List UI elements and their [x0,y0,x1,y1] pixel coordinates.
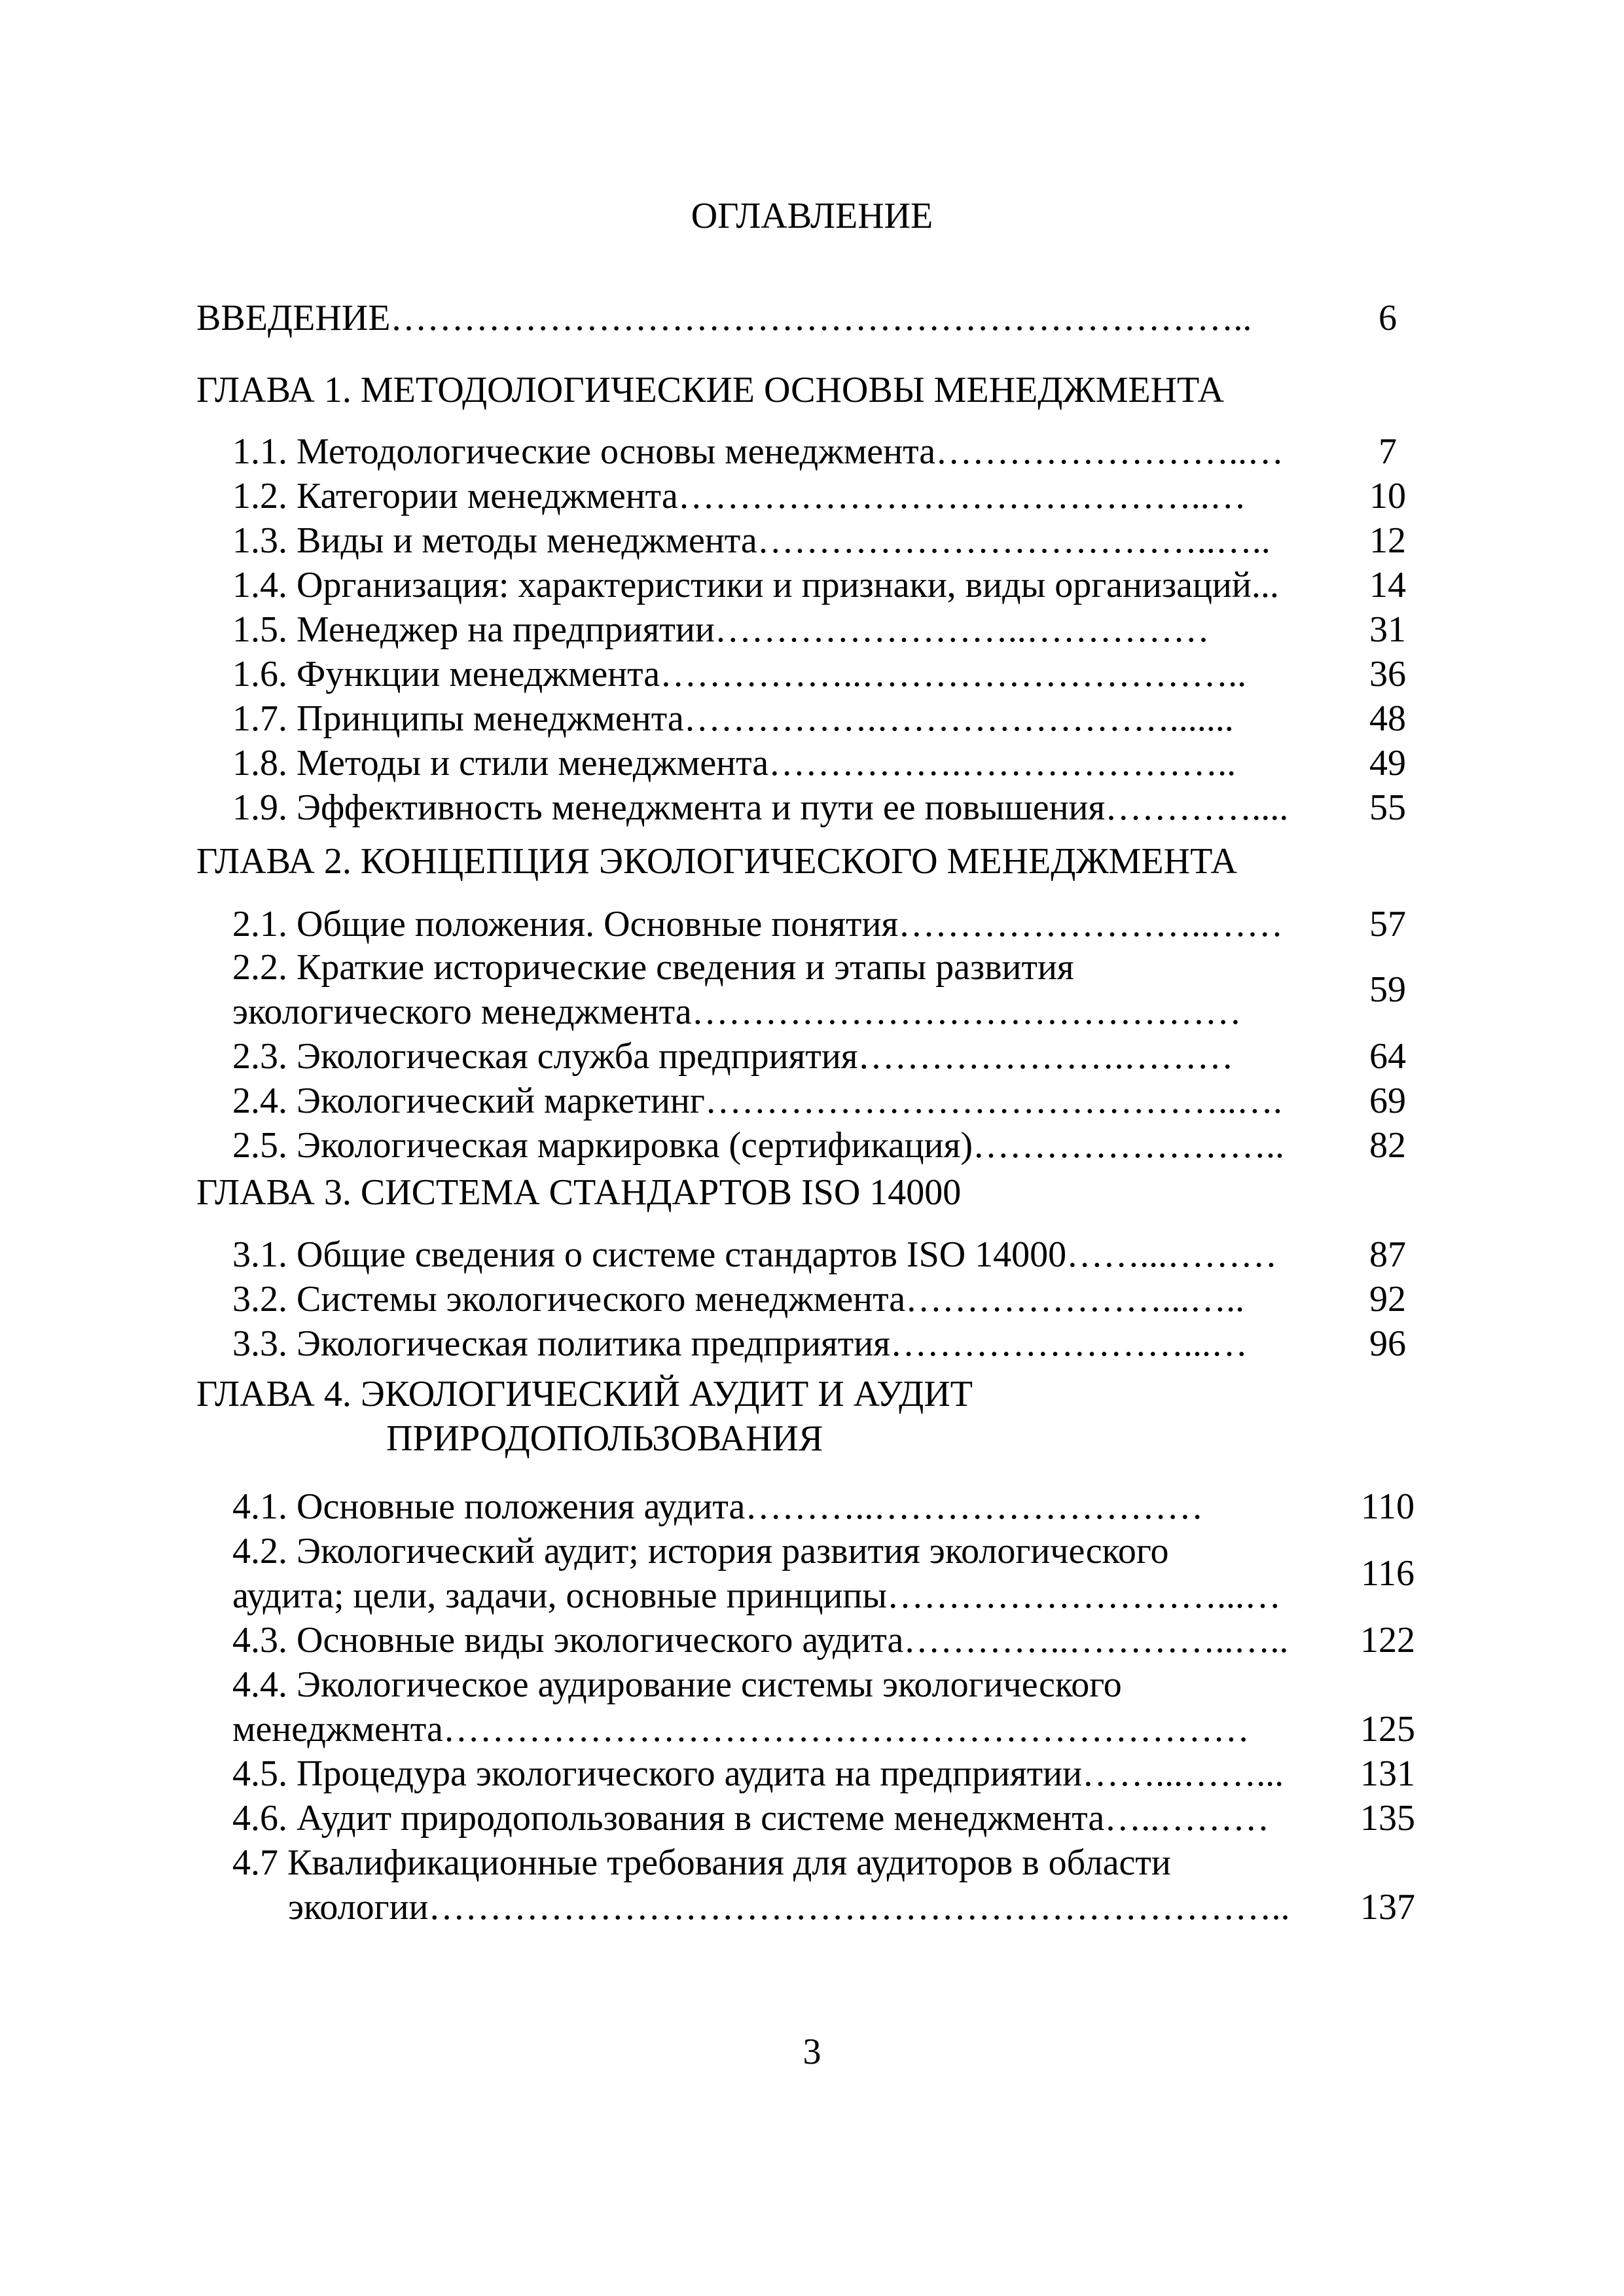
toc-entry-page: 14 [1369,565,1406,605]
toc-entry-text: 4.1. Основные положения аудита………..……………………… [232,1486,1204,1527]
toc-entry[interactable] [196,741,1434,785]
toc-entry-text: 2.5. Экологическая маркировка (сертификация)…………………….. [232,1125,1285,1166]
toc-entry[interactable] [196,1034,1434,1079]
toc-entry-text: ВВЕДЕНИЕ…………………………………………………………….. [196,298,1252,338]
toc-entry-page: 6 [1379,298,1397,338]
toc-entry-text-line1: 2.2. Краткие исторические сведения и этапы развития [232,947,1074,988]
page-number: 3 [803,2032,821,2072]
toc-entry-page: 57 [1369,904,1406,944]
toc-entry-page: 10 [1369,476,1406,516]
chapter-3-heading[interactable]: ГЛАВА 3. СИСТЕМА СТАНДАРТОВ ISO 14000 [196,1172,962,1213]
toc-entry[interactable] [196,1751,1434,1796]
toc-entry-page: 64 [1369,1036,1406,1077]
toc-entry-text-line2: менеджмента………………………………………………………… [232,1709,1250,1749]
toc-entry-text: 1.4. Организация: характеристики и признаки, виды организаций... [232,565,1279,605]
toc-entry-text: 4.5. Процедура экологического аудита на предприятии……...……... [232,1753,1284,1794]
toc-entry[interactable] [196,1232,1434,1277]
toc-entry-page: 12 [1369,520,1406,561]
toc-entry[interactable] [196,1484,1434,1529]
toc-entry-text: 3.2. Системы экологического менеджмента…………………...….. [232,1279,1245,1319]
toc-entry-page: 31 [1369,609,1406,650]
toc-entry-page: 92 [1369,1279,1406,1319]
toc-entry[interactable] [196,1618,1434,1662]
toc-entry-text: 2.1. Общие положения. Основные понятия……………………..…… [232,904,1284,944]
toc-entry-multiline[interactable] [232,945,1434,1034]
toc-entry-page: 110 [1361,1486,1415,1527]
toc-entry-text: 1.3. Виды и методы менеджмента………………………………..….. [232,520,1271,561]
chapter-4-heading[interactable]: ГЛАВА 4. ЭКОЛОГИЧЕСКИЙ АУДИТ И АУДИТ [196,1374,973,1414]
toc-entry-page: 125 [1360,1709,1415,1749]
chapter-2-heading[interactable]: ГЛАВА 2. КОНЦЕПЦИЯ ЭКОЛОГИЧЕСКОГО МЕНЕДЖМЕНТА [196,841,1237,882]
toc-entry-page: 49 [1369,743,1406,783]
toc-entry-text: 1.1. Методологические основы менеджмента……………………..… [232,431,1284,472]
toc-entry-page: 135 [1360,1798,1415,1839]
toc-entry-page: 82 [1369,1125,1406,1166]
toc-entry-page: 55 [1369,787,1406,828]
toc-entry-text: 1.6. Функции менеджмента……………..………………………….. [232,654,1247,694]
toc-entry[interactable] [196,563,1434,607]
toc-entry[interactable] [196,785,1434,830]
toc-entry[interactable] [196,474,1434,518]
toc-entry-multiline[interactable] [232,1529,1434,1618]
toc-entry[interactable] [196,1079,1434,1123]
toc-entry-text-line1: 4.4. Экологическое аудирование системы экологического [232,1664,1122,1705]
toc-entry[interactable] [196,1277,1434,1321]
toc-entry-text-line2: экологии…………………………………………………………….. [288,1887,1290,1928]
toc-entry-text: 1.9. Эффективность менеджмента и пути ее повышения………….... [232,787,1289,828]
chapter-4-heading-cont: ПРИРОДОПОЛЬЗОВАНИЯ [386,1418,823,1459]
toc-entry[interactable] [196,652,1434,696]
toc-entry[interactable] [196,696,1434,741]
toc-entry-text: 2.3. Экологическая служба предприятия………………….……… [232,1036,1234,1077]
toc-entry-text: 4.3. Основные виды экологического аудита…………..…………..….. [232,1620,1289,1660]
toc-entry-page: 87 [1369,1234,1406,1275]
toc-entry-text-line2: экологического менеджмента……………………………………… [232,992,1242,1032]
toc-entry-page: 69 [1369,1081,1406,1121]
toc-entry-page: 48 [1369,698,1406,739]
toc-entry-intro[interactable] [196,296,1434,340]
toc-entry-text-line2: аудита; цели, задачи, основные принципы………………………...… [232,1575,1282,1616]
toc-entry-multiline[interactable] [232,1840,1434,1929]
toc-entry[interactable] [196,1321,1434,1366]
toc-entry-text-line1: 4.7 Квалификационные требования для аудиторов в области [232,1842,1171,1883]
toc-entry[interactable] [196,1796,1434,1840]
toc-entry-page: 96 [1369,1323,1406,1364]
toc-entry-page: 59 [1369,969,1406,1010]
toc-entry-page: 137 [1360,1887,1415,1928]
toc-entry-text: 2.4. Экологический маркетинг……………………………………..…. [232,1081,1282,1121]
toc-entry-page: 36 [1369,654,1406,694]
toc-entry-page: 131 [1360,1753,1415,1794]
toc-entry[interactable] [196,429,1434,474]
toc-entry-text-line1: 4.2. Экологический аудит; история развития экологического [232,1531,1169,1571]
toc-entry[interactable] [196,518,1434,563]
toc-entry-text: 1.2. Категории менеджмента……………………………………..… [232,476,1246,516]
chapter-1-heading[interactable]: ГЛАВА 1. МЕТОДОЛОГИЧЕСКИЕ ОСНОВЫ МЕНЕДЖМЕНТА [196,370,1224,410]
toc-entry[interactable] [196,1123,1434,1168]
toc-entry-text: 4.6. Аудит природопользования в системе менеджмента…..……… [232,1798,1270,1839]
toc-entry-text: 1.5. Менеджер на предприятии……………………..…………… [232,609,1210,650]
toc-entry-page: 116 [1361,1553,1415,1594]
toc-entry-text: 1.8. Методы и стили менеджмента…………….………………….. [232,743,1236,783]
toc-entry-text: 1.7. Принципы менеджмента…………….……………………....... [232,698,1234,739]
toc-entry-page: 122 [1360,1620,1415,1660]
toc-entry[interactable] [196,607,1434,652]
page-title: ОГЛАВЛЕНИЕ [691,196,933,236]
toc-entry-page: 7 [1379,431,1397,472]
toc-entry-text: 3.3. Экологическая политика предприятия……………………...… [232,1323,1248,1364]
toc-entry[interactable] [196,902,1434,946]
toc-entry-text: 3.1. Общие сведения о системе стандартов ISO 14000……...……… [232,1234,1278,1275]
toc-entry-multiline[interactable] [232,1662,1434,1751]
